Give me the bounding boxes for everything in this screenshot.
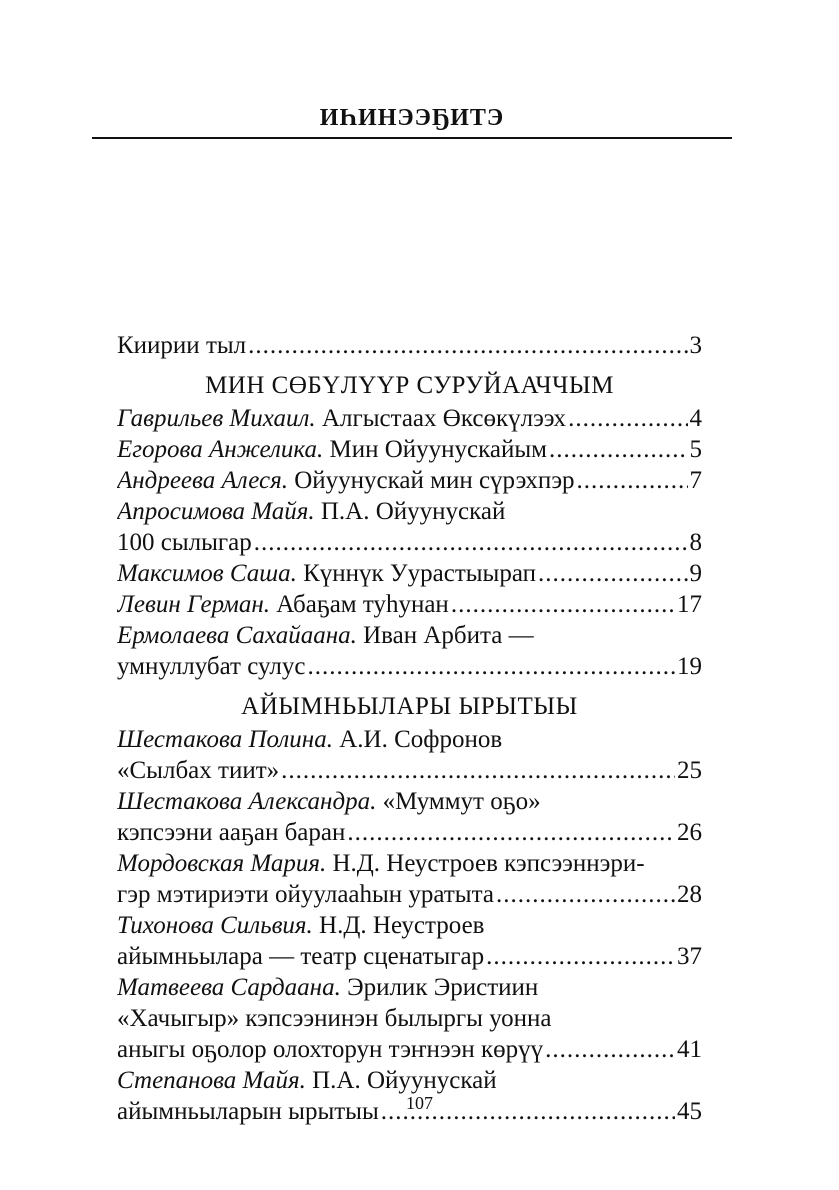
toc-entry-author: Шестакова Полина. (117, 726, 333, 753)
toc-entry-author: Тихонова Сильвия. (117, 912, 313, 939)
toc-page-number: 45 (677, 1098, 702, 1125)
toc-entry[interactable] (117, 465, 702, 496)
toc-page-number: 9 (689, 560, 702, 587)
toc-page-number: 4 (689, 405, 702, 432)
toc-entry-continuation[interactable] (117, 879, 702, 910)
toc-page-number: 26 (677, 819, 702, 846)
toc-entry-title: айымньылара — театр сценатыгар (117, 943, 485, 970)
table-of-contents (117, 330, 702, 1127)
leader-dots (281, 755, 675, 786)
toc-entry-title: Мин Ойуунускайым (329, 436, 548, 463)
toc-entry-title: 100 сылыгар (117, 529, 252, 556)
toc-page-number: 17 (677, 591, 702, 618)
toc-entry-title: кэпсээни ааҕан баран (117, 819, 346, 846)
leader-dots (307, 651, 675, 682)
toc-entry-continuation[interactable] (117, 1034, 702, 1065)
toc-entry-author: Максимов Саша. (117, 560, 297, 587)
toc-entry-continuation[interactable] (117, 527, 702, 558)
toc-page-number: 8 (689, 529, 702, 556)
toc-entry-title: айымньыларын ырытыы (117, 1098, 379, 1125)
toc-entry[interactable] (117, 496, 702, 527)
leader-dots (577, 465, 688, 496)
toc-entry[interactable] (117, 403, 702, 434)
toc-entry-title: П.А. Ойуунускай (312, 1067, 497, 1094)
page-number: 107 (406, 1093, 433, 1113)
leader-dots (347, 817, 675, 848)
toc-entry-title: умнуллубат сулус (117, 653, 306, 680)
toc-entry-author: Матвеева Сардаана. (117, 974, 341, 1001)
section-heading: МИН СӨБҮЛҮҮР СУРУЙААЧЧЫМ (205, 372, 614, 399)
toc-page-number: 37 (677, 943, 702, 970)
leader-dots (248, 330, 687, 361)
toc-entry-author: Мордовская Мария. (117, 850, 327, 877)
leader-dots (549, 434, 687, 465)
toc-entry-continuation[interactable] (117, 817, 702, 848)
toc-entry[interactable] (117, 972, 702, 1003)
toc-entry-title: Н.Д. Неустроев (319, 912, 485, 939)
toc-entry-title: П.А. Ойуунускай (320, 498, 506, 525)
toc-page-number: 5 (689, 436, 702, 463)
toc-entry-continuation[interactable] (117, 651, 702, 682)
toc-entry-title: Н.Д. Неустроев кэпсээннэри- (332, 850, 645, 877)
toc-entry[interactable] (117, 558, 702, 589)
toc-page-number: 25 (677, 757, 702, 784)
toc-entry[interactable] (117, 786, 702, 817)
leader-dots (496, 879, 675, 910)
toc-entry-author: Степанова Майя. (117, 1067, 306, 1094)
toc-entry-title: «Муммут оҕо» (382, 788, 541, 815)
toc-entry-title: Эрилик Эристиин (347, 974, 539, 1001)
toc-entry-title: «Хачыгыр» кэпсээнинэн былыргы уонна (117, 1005, 552, 1032)
leader-dots (538, 558, 688, 589)
toc-entry-title: Киирии тыл (117, 332, 247, 359)
toc-entry-continuation[interactable] (117, 941, 702, 972)
toc-page-number: 19 (677, 653, 702, 680)
toc-entry[interactable] (117, 848, 702, 879)
toc-entry-intro[interactable] (117, 330, 702, 361)
leader-dots (451, 589, 675, 620)
toc-entry-continuation[interactable] (117, 1003, 702, 1034)
toc-entry-author: Левин Герман. (117, 591, 270, 618)
section-heading: АЙЫМНЬЫЛАРЫ ЫРЫТЫЫ (241, 693, 578, 720)
page-title: ИҺИНЭЭҔИТЭ (319, 105, 505, 131)
toc-entry-title: Ойуунускай мин сүрэхпэр (294, 467, 575, 494)
toc-entry-title: А.И. Софронов (339, 726, 503, 753)
toc-entry[interactable] (117, 910, 702, 941)
toc-page-number: 41 (677, 1036, 702, 1063)
toc-entry-author: Андреева Алеся. (117, 467, 288, 494)
toc-entry-title: гэр мэтириэти ойуулааһын уратыта (117, 881, 494, 908)
header-divider (92, 137, 732, 139)
toc-entry-title: Күннүк Уурастыырап (303, 560, 536, 587)
toc-entry[interactable] (117, 434, 702, 465)
toc-entry-title: Иван Арбита — (363, 622, 534, 649)
leader-dots (568, 403, 687, 434)
toc-page-number: 7 (689, 467, 702, 494)
toc-entry-continuation[interactable] (117, 755, 702, 786)
toc-entry-author: Ермолаева Сахайаана. (117, 622, 357, 649)
leader-dots (545, 1034, 675, 1065)
leader-dots (486, 941, 675, 972)
toc-entry-title: аныгы оҕолор олохторун тэҥнээн көрүү (117, 1036, 544, 1063)
toc-entry[interactable] (117, 724, 702, 755)
toc-entry-author: Апросимова Майя. (117, 498, 315, 525)
toc-entry-author: Шестакова Александра. (117, 788, 377, 815)
toc-entry-title: Алгыстаах Өксөкүлээх (321, 405, 567, 432)
toc-entry-title: «Сылбах тиит» (117, 757, 280, 784)
toc-entry[interactable] (117, 589, 702, 620)
toc-entry-author: Гаврильев Михаил. (117, 405, 316, 432)
leader-dots (254, 527, 688, 558)
toc-entry[interactable] (117, 620, 702, 651)
toc-entry-author: Егорова Анжелика. (117, 436, 324, 463)
toc-entry-title: Абаҕам туһунан (276, 591, 449, 618)
toc-page-number: 3 (689, 332, 702, 359)
toc-page-number: 28 (677, 881, 702, 908)
